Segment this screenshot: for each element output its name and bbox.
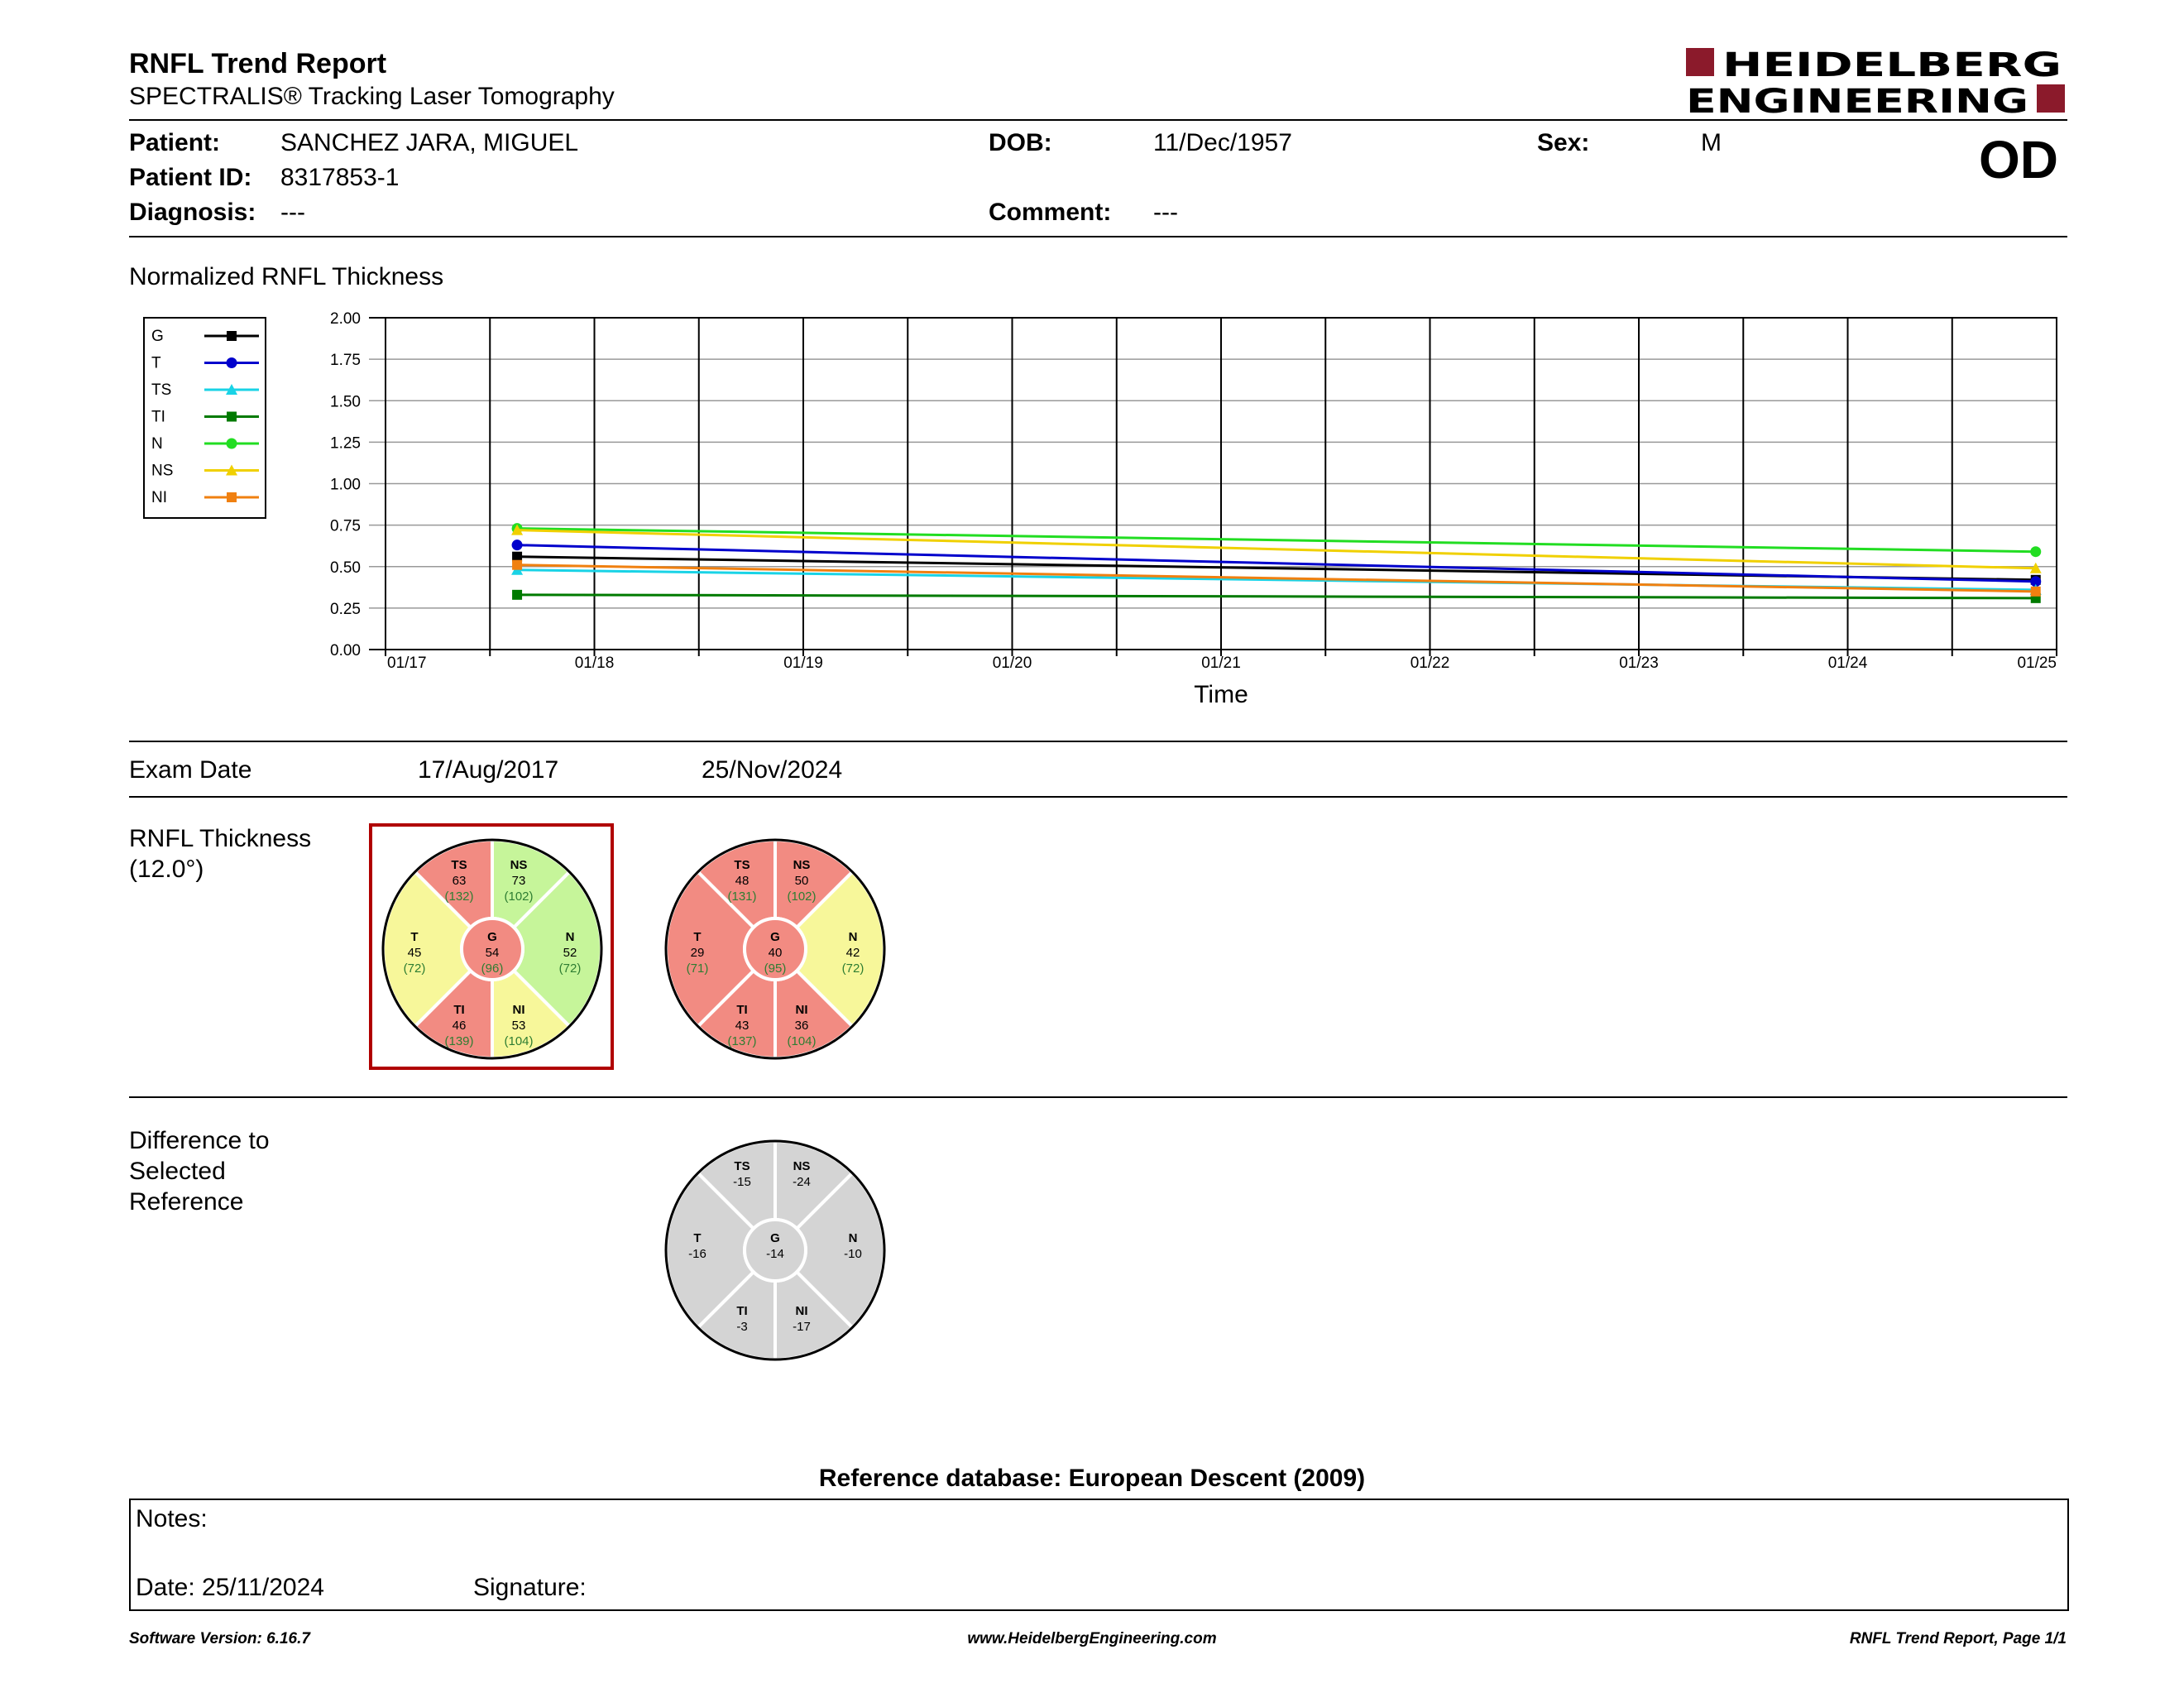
sector-value: -14 — [766, 1247, 784, 1261]
sector-value: 29 — [690, 946, 705, 960]
patient-id-label: Patient ID: — [129, 164, 252, 191]
sector-label: T — [693, 930, 702, 944]
x-tick-label: 01/22 — [1410, 655, 1450, 672]
legend-marker-ti — [227, 412, 237, 422]
sector-value: 46 — [452, 1019, 467, 1033]
header-divider — [129, 119, 2067, 121]
sector-label: TI — [453, 1003, 465, 1017]
logo-word-2: ENGINEERING — [1686, 83, 2028, 116]
series-line-ti — [517, 595, 2036, 598]
chart-series — [511, 523, 2042, 603]
y-tick-label: 1.75 — [330, 352, 361, 370]
y-tick-label: 0.25 — [330, 600, 361, 618]
x-tick-label: 01/21 — [1201, 655, 1241, 672]
x-tick-label: 01/18 — [574, 655, 615, 672]
patient-id-value: 8317853-1 — [280, 164, 400, 191]
x-tick-label: 01/17 — [387, 655, 427, 672]
legend-label-ni: NI — [151, 489, 167, 506]
sector-value: 45 — [407, 946, 422, 960]
exam-divider — [129, 796, 2067, 798]
sector-label: TI — [736, 1003, 748, 1017]
sector-reference: (96) — [481, 961, 504, 976]
sector-label: TS — [451, 858, 467, 872]
legend-label-g: G — [151, 328, 164, 345]
sector-value: -10 — [844, 1247, 862, 1261]
thickness-divider — [129, 1096, 2067, 1098]
sector-value: 40 — [768, 946, 783, 960]
sector-label: N — [848, 1231, 858, 1245]
sector-label: T — [410, 930, 419, 944]
sector-reference: (132) — [444, 890, 474, 904]
series-point-ti — [512, 590, 522, 600]
eye-indicator: OD — [1979, 130, 2058, 189]
y-tick-label: 2.00 — [330, 310, 361, 328]
sector-label: T — [693, 1231, 702, 1245]
sector-value: 52 — [563, 946, 577, 960]
legend-marker-ni — [227, 492, 237, 502]
reference-database: Reference database: European Descent (2009) — [818, 1465, 1366, 1492]
sector-reference: (102) — [787, 890, 817, 904]
exam-date-2[interactable]: 25/Nov/2024 — [702, 756, 843, 784]
legend-label-ti: TI — [151, 408, 165, 426]
chart-title: Normalized RNFL Thickness — [129, 263, 444, 290]
sector-reference: (72) — [841, 961, 864, 976]
chart-divider — [129, 741, 2067, 742]
y-tick-label: 1.25 — [330, 434, 361, 453]
sector-reference: (102) — [504, 890, 534, 904]
patient-name: SANCHEZ JARA, MIGUEL — [280, 129, 579, 156]
sector-reference: (137) — [727, 1034, 757, 1048]
sector-reference: (95) — [764, 961, 787, 976]
patient-divider — [129, 236, 2067, 237]
diagnosis-value: --- — [280, 199, 305, 226]
exam-date-1[interactable]: 17/Aug/2017 — [418, 756, 559, 784]
exam-date-label: Exam Date — [129, 756, 252, 784]
logo-square-bottom — [2037, 84, 2065, 113]
sector-value: -17 — [793, 1320, 811, 1334]
legend-label-ts: TS — [151, 381, 172, 399]
sector-label: N — [565, 930, 575, 944]
sector-label: NI — [795, 1304, 808, 1318]
sector-value: 48 — [735, 874, 750, 888]
sector-value: 53 — [511, 1019, 526, 1033]
dob-label: DOB: — [989, 129, 1052, 156]
legend-label-n: N — [151, 435, 163, 453]
sector-reference: (104) — [787, 1034, 817, 1048]
sector-label: G — [487, 930, 497, 944]
sector-label: G — [770, 930, 780, 944]
series-point-ni — [512, 560, 522, 570]
sector-label: NI — [795, 1003, 808, 1017]
sector-value: 36 — [794, 1019, 809, 1033]
sector-label: NI — [512, 1003, 525, 1017]
sector-label: TS — [734, 858, 750, 872]
sector-value: -3 — [736, 1320, 748, 1334]
sector-label: NS — [510, 858, 528, 872]
sector-value: 43 — [735, 1019, 750, 1033]
difference-line-3: Reference — [129, 1188, 244, 1216]
series-point-ni — [2031, 587, 2041, 597]
heidelberg-logo — [1684, 46, 2067, 116]
y-tick-label: 0.00 — [330, 642, 361, 659]
patient-label: Patient: — [129, 129, 221, 156]
x-tick-label: 01/20 — [992, 655, 1032, 672]
y-tick-label: 0.75 — [330, 517, 361, 535]
comment-label: Comment: — [989, 199, 1112, 226]
difference-line-1: Difference to — [129, 1127, 270, 1154]
sector-label: NS — [793, 858, 811, 872]
sector-value: -24 — [793, 1175, 811, 1189]
sector-reference: (131) — [727, 890, 757, 904]
series-point-t — [512, 539, 523, 550]
sector-value: -15 — [733, 1175, 751, 1189]
sector-label: NS — [793, 1159, 811, 1173]
chart-legend — [143, 317, 266, 519]
chart-x-axis-label: Time — [1194, 681, 1248, 708]
chart-grid — [369, 318, 2057, 656]
comment-value: --- — [1153, 199, 1178, 226]
chart-y-axis — [330, 310, 361, 659]
x-tick-label: 01/23 — [1619, 655, 1659, 672]
y-tick-label: 0.50 — [330, 559, 361, 577]
sector-reference: (72) — [558, 961, 582, 976]
notes-box[interactable] — [129, 1499, 2069, 1611]
rnfl-sector-diagram-2024[interactable] — [663, 837, 887, 1061]
sector-label: G — [770, 1231, 780, 1245]
sector-reference: (139) — [444, 1034, 474, 1048]
difference-line-2: Selected — [129, 1158, 226, 1185]
dob-value: 11/Dec/1957 — [1153, 129, 1292, 156]
legend-label-ns: NS — [151, 462, 174, 480]
legend-label-t: T — [151, 354, 161, 372]
sector-reference: (104) — [504, 1034, 534, 1048]
report-subtitle: SPECTRALIS® Tracking Laser Tomography — [129, 83, 615, 110]
sector-reference: (72) — [403, 961, 426, 976]
sector-value: 54 — [485, 946, 500, 960]
sector-value: 42 — [845, 946, 860, 960]
sex-value: M — [1701, 129, 1722, 156]
sector-value: 73 — [511, 874, 526, 888]
legend-marker-t — [227, 357, 237, 368]
diagnosis-label: Diagnosis: — [129, 199, 256, 226]
sector-value: 63 — [452, 874, 467, 888]
chart-x-axis — [387, 655, 2057, 672]
rnfl-thickness-label — [129, 823, 311, 885]
trend-chart — [281, 298, 2068, 712]
sector-value: 50 — [794, 874, 809, 888]
report-title: RNFL Trend Report — [129, 48, 387, 79]
sector-label: TI — [736, 1304, 748, 1318]
x-tick-label: 01/19 — [783, 655, 823, 672]
y-tick-label: 1.00 — [330, 476, 361, 494]
sector-reference: (71) — [686, 961, 709, 976]
sex-label: Sex: — [1537, 129, 1590, 156]
y-tick-label: 1.50 — [330, 393, 361, 411]
sector-label: TS — [734, 1159, 750, 1173]
page-number: RNFL Trend Report, Page 1/1 — [1849, 1630, 2067, 1647]
sector-value: -16 — [688, 1247, 706, 1261]
rnfl-sector-diagram-2017[interactable] — [381, 837, 604, 1061]
x-tick-label: 01/25 — [2017, 655, 2057, 672]
difference-label — [129, 1125, 270, 1217]
series-point-n — [2030, 546, 2041, 557]
rnfl-thickness-title: RNFL Thickness — [129, 825, 312, 852]
notes-date: Date: 25/11/2024 — [136, 1574, 324, 1601]
sector-label: N — [848, 930, 858, 944]
legend-marker-g — [227, 331, 237, 341]
notes-signature: Signature: — [473, 1574, 587, 1601]
rnfl-thickness-angle: (12.0°) — [129, 856, 204, 883]
website-link[interactable]: www.HeidelbergEngineering.com — [967, 1630, 1217, 1647]
legend-marker-n — [227, 439, 237, 449]
notes-label: Notes: — [136, 1505, 208, 1532]
software-version: Software Version: 6.16.7 — [129, 1630, 310, 1647]
logo-square-top — [1686, 48, 1714, 76]
difference-sector-diagram — [663, 1139, 887, 1362]
x-tick-label: 01/24 — [1827, 655, 1868, 672]
logo-word-1: HEIDELBERG — [1722, 46, 2062, 84]
